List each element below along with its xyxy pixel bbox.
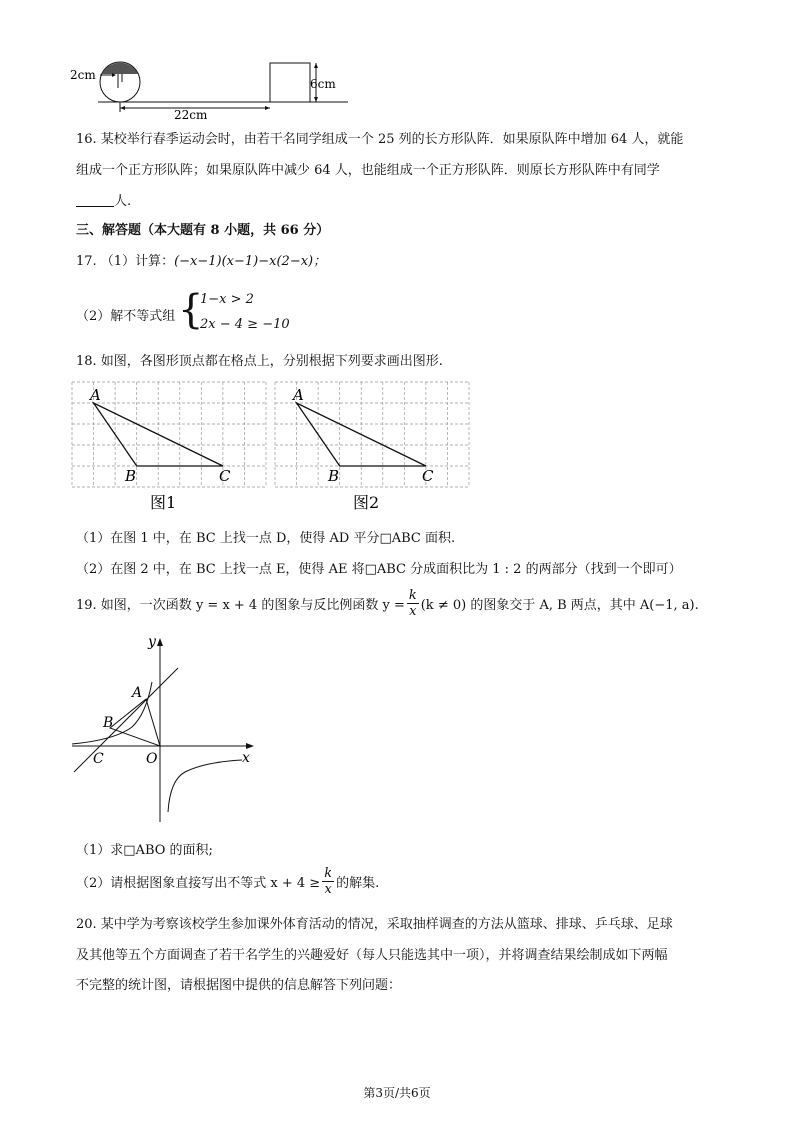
label-6cm: 6cm <box>310 77 336 91</box>
q18-part1: （1）在图 1 中，在 BC 上找一点 D，使得 AD 平分□ABC 面积. <box>76 531 456 546</box>
q18-intro: 18. 如图，各图形顶点都在格点上，分别根据下列要求画出图形. <box>76 354 443 369</box>
q20-line3: 不完整的统计图，请根据图中提供的信息解答下列问题： <box>76 978 402 993</box>
system-brace: { <box>178 287 204 333</box>
q19-intro-a: 19. 如图，一次函数 y = x + 4 的图象与反比例函数 y = <box>76 598 405 613</box>
q19-intro-b: (k ≠ 0) 的图象交于 A, B 两点，其中 A(−1, a). <box>420 598 699 613</box>
q19-part2-a: （2）请根据图象直接写出不等式 x + 4 ≥ <box>76 876 321 891</box>
q19-part1: （1）求□ABO 的面积; <box>76 843 213 858</box>
q16-line2: 组成一个正方形队阵；如果原队阵中减少 64 人，也能组成一个正方形队阵．则原长方形队阵中有同学 <box>76 163 660 178</box>
q16-line3 <box>76 192 131 211</box>
page-footer: 第3页/共6页 <box>363 1086 431 1100</box>
q20-line1: 20. 某中学为考察该校学生参加课外体育活动的情况，采取抽样调查的方法从篮球、排球、乒乓球、足球 <box>76 917 673 932</box>
label-2cm: 2cm <box>70 68 96 82</box>
fig2-vertex-a: A <box>293 386 304 404</box>
x-axis-label: x <box>242 750 250 766</box>
dim-22cm-left-head <box>120 106 125 110</box>
inequality-2: 2x − 4 ≥ −10 <box>200 317 290 332</box>
q19-fraction-k-over-x: $\frac{k}{x}$ <box>408 588 417 619</box>
q17-part1 <box>76 253 326 271</box>
fig2-vertex-b: B <box>328 467 340 485</box>
q17-part1-expression: (−x−1)(x−1)−x(2−x)； <box>174 254 327 269</box>
fig1-caption: 图1 <box>150 493 177 510</box>
q17-part2 <box>76 287 376 336</box>
fig1-vertex-c: C <box>219 467 231 485</box>
origin-label: O <box>146 751 158 767</box>
q18-figure-1 <box>70 380 270 510</box>
q16-line1: 16. 某校举行春季运动会时，由若干名同学组成一个 25 列的长方形队阵．如果原队阵中增加 64 人，就能 <box>76 132 684 147</box>
point-c-label: C <box>93 751 104 767</box>
linear-function-line <box>74 668 178 772</box>
section-3-title: 三、解答题（本大题有 8 小题，共 66 分） <box>76 223 330 238</box>
q19-part2 <box>76 866 379 906</box>
q18-figure-2 <box>273 380 473 510</box>
q19-part2-b: 的解集. <box>336 876 380 891</box>
point-b-label: B <box>103 715 114 731</box>
fig1-vertex-b: B <box>125 467 137 485</box>
point-a-label: A <box>132 685 143 701</box>
y-axis-label: y <box>148 634 156 650</box>
q19-part2-fraction: $\frac{k}{x}$ <box>324 866 333 897</box>
wheel-shaded-cap <box>102 63 138 74</box>
fig2-vertex-c: C <box>422 467 434 485</box>
answer-blank[interactable] <box>76 192 114 207</box>
x-axis-arrow <box>246 743 254 749</box>
hyperbola-lower-right <box>168 760 242 812</box>
fig1-vertex-a: A <box>90 386 101 404</box>
q17-part1-prefix: 17. （1）计算： <box>76 254 175 269</box>
q17-part2-prefix: （2）解不等式组 <box>76 309 176 324</box>
q20-line2: 及其他等五个方面调查了若干名学生的兴趣爱好（每人只能选其中一项），并将调查结果绘制成如下两幅 <box>76 948 668 963</box>
q19-intro <box>76 588 699 628</box>
dim-6cm-top-head <box>314 63 318 68</box>
label-22cm: 22cm <box>174 108 208 122</box>
fig2-caption: 图2 <box>353 493 380 510</box>
q16-line3-tail: 人. <box>114 194 132 209</box>
y-axis-arrow <box>157 638 163 646</box>
top-figure <box>70 58 360 122</box>
q18-part2: （2）在图 2 中，在 BC 上找一点 E，使得 AE 将□ABC 分成面积比为 1 : 2 的两部分（找到一个即可） <box>76 562 682 577</box>
dim-22cm-right-head <box>265 106 270 110</box>
dim-6cm-bottom-head <box>314 97 318 102</box>
triangle-abo <box>110 699 160 746</box>
q19-graph <box>70 632 270 827</box>
inequality-1: 1−x > 2 <box>200 292 254 307</box>
block-rectangle <box>270 63 310 102</box>
